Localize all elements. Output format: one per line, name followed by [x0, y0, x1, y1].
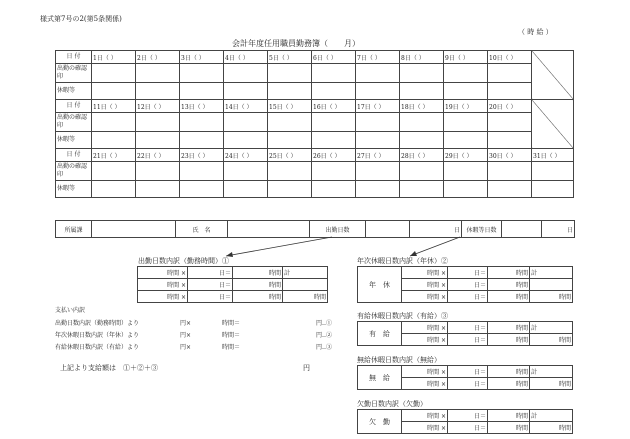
day-header: 11日（ ） [92, 100, 136, 113]
leave-section-table [357, 409, 573, 434]
leave-section-cell: 日＝ [448, 322, 488, 334]
leave-section-table [357, 266, 573, 303]
total-label: 上記より支給額は ①＋②＋③ [60, 364, 158, 372]
leave-section-cell: 計 [530, 267, 573, 279]
work-breakdown-cell: 日＝ [188, 267, 233, 279]
work-breakdown-cell: 日＝ [188, 279, 233, 291]
leave-label: 休暇等 [56, 132, 92, 149]
payment-row-hours: 時間＝ [222, 344, 241, 351]
leave-section-title: 年次休暇日数内訳（年休）② [357, 257, 448, 265]
payment-row-label: 出勤日数内訳（勤務時間）より [55, 320, 140, 327]
leave-section-cell: 時間 [488, 322, 530, 334]
day-header: 15日（ ） [268, 100, 312, 113]
work-breakdown-cell [283, 279, 328, 291]
day-header: 14日（ ） [224, 100, 268, 113]
payment-row-mark: 円‥③ [316, 344, 333, 351]
leave-section-cell: 日＝ [448, 267, 488, 279]
payment-row-label: 年次休暇日数内訳（年休）より [55, 332, 140, 339]
payment-title: 支払い内訳 [55, 307, 86, 314]
payment-row-label: 有給休暇日数内訳（有給）より [55, 344, 140, 351]
day-header: 13日（ ） [180, 100, 224, 113]
leave-label: 休暇等 [56, 181, 92, 198]
work-breakdown-title: 出勤日数内訳（勤務時間）① [138, 257, 229, 265]
leave-section-cell: 時間 [530, 422, 573, 434]
leave-section-cell: 時間 × [402, 291, 448, 303]
leave-section-cell: 時間 [488, 410, 530, 422]
leave-section-cell: 時間 × [402, 366, 448, 378]
work-breakdown-cell: 時間 × [138, 267, 188, 279]
leave-section-cell: 日＝ [448, 366, 488, 378]
leave-section-title: 無給休暇日数内訳（無給） [357, 356, 441, 364]
work-days-label: 出勤日数 [310, 221, 366, 238]
leave-section-cell: 時間 [488, 334, 530, 346]
leave-type-label: 年 休 [358, 267, 402, 303]
leave-section-cell: 時間 [530, 334, 573, 346]
confirm-label: 出勤の確認印 [56, 162, 92, 181]
payment-row-mark: 円‥① [316, 320, 333, 327]
leave-section-cell: 時間 [488, 366, 530, 378]
day-header: 28日（ ） [400, 149, 444, 162]
leave-days-unit: 日 [542, 221, 575, 238]
day-header: 20日（ ） [488, 100, 532, 113]
name-label: 氏 名 [176, 221, 228, 238]
work-breakdown-cell: 時間 × [138, 279, 188, 291]
day-header: 26日（ ） [312, 149, 356, 162]
leave-section-cell [530, 279, 573, 291]
day-header: 9日（ ） [444, 51, 488, 64]
arrow-to-work [226, 237, 332, 256]
leave-section-cell: 時間 × [402, 378, 448, 390]
day-header: 8日（ ） [400, 51, 444, 64]
work-breakdown-cell: 時間 [233, 267, 283, 279]
leave-section-cell: 日＝ [448, 410, 488, 422]
confirm-label: 出勤の確認印 [56, 113, 92, 132]
day-header: 16日（ ） [312, 100, 356, 113]
date-label: 日 付 [56, 100, 92, 113]
leave-section-title: 有給休暇日数内訳（有給）③ [357, 312, 448, 320]
day-header: 30日（ ） [488, 149, 532, 162]
day-header: 21日（ ） [92, 149, 136, 162]
leave-section-cell: 時間 [488, 267, 530, 279]
leave-section-cell: 時間 [530, 378, 573, 390]
day-header: 22日（ ） [136, 149, 180, 162]
day-header: 19日（ ） [444, 100, 488, 113]
day-header: 31日（ ） [532, 149, 574, 162]
leave-section-cell: 時間 × [402, 410, 448, 422]
pay-type: （ 時 給 ） [518, 28, 553, 36]
work-breakdown-cell: 日＝ [188, 291, 233, 303]
work-breakdown-table [137, 266, 328, 303]
leave-section-cell: 時間 [488, 422, 530, 434]
work-breakdown-cell: 時間 × [138, 291, 188, 303]
arrow-to-leave [410, 237, 460, 256]
confirm-label: 出勤の確認印 [56, 64, 92, 83]
leave-section-cell: 時間 [488, 279, 530, 291]
leave-section-cell: 時間 [488, 378, 530, 390]
leave-type-label: 無 給 [358, 366, 402, 390]
day-header: 3日（ ） [180, 51, 224, 64]
leave-section-cell: 時間 × [402, 422, 448, 434]
date-label: 日 付 [56, 51, 92, 64]
day-header: 17日（ ） [356, 100, 400, 113]
form-id: 様式第7号の2(第5条関係) [40, 15, 122, 23]
work-breakdown-cell: 時間 [233, 291, 283, 303]
work-breakdown-cell: 計 [283, 267, 328, 279]
leave-section-cell: 日＝ [448, 279, 488, 291]
total-unit: 円 [303, 364, 310, 372]
day-header: 29日（ ） [444, 149, 488, 162]
leave-section-cell: 時間 × [402, 322, 448, 334]
leave-days-label: 休暇等日数 [462, 221, 502, 238]
day-header: 12日（ ） [136, 100, 180, 113]
leave-section-title: 欠勤日数内訳（欠勤） [357, 400, 427, 408]
day-header: 6日（ ） [312, 51, 356, 64]
leave-type-label: 欠 勤 [358, 410, 402, 434]
work-days-unit: 日 [410, 221, 462, 238]
day-header: 1日（ ） [92, 51, 136, 64]
leave-section-table [357, 365, 573, 390]
leave-section-cell: 日＝ [448, 291, 488, 303]
leave-section-cell: 時間 [530, 291, 573, 303]
leave-section-cell: 計 [530, 322, 573, 334]
day-header: 4日（ ） [224, 51, 268, 64]
day-header: 10日（ ） [488, 51, 532, 64]
date-label: 日 付 [56, 149, 92, 162]
payment-row-yen: 円× [180, 344, 192, 351]
payment-row-hours: 時間＝ [222, 320, 241, 327]
page-title: 会計年度任用職員勤務簿（ 月） [232, 39, 360, 48]
day-header: 2日（ ） [136, 51, 180, 64]
leave-type-label: 有 給 [358, 322, 402, 346]
day-header: 24日（ ） [224, 149, 268, 162]
payment-row-hours: 時間＝ [222, 332, 241, 339]
leave-section-cell: 時間 × [402, 267, 448, 279]
work-breakdown-cell: 時間 [233, 279, 283, 291]
work-breakdown-cell: 時間 [283, 291, 328, 303]
payment-row-yen: 円× [180, 332, 192, 339]
payment-row-yen: 円× [180, 320, 192, 327]
day-header: 27日（ ） [356, 149, 400, 162]
leave-section-cell: 計 [530, 366, 573, 378]
leave-section-cell: 日＝ [448, 422, 488, 434]
day-header: 23日（ ） [180, 149, 224, 162]
leave-section-cell: 日＝ [448, 378, 488, 390]
leave-section-cell: 計 [530, 410, 573, 422]
leave-section-cell: 日＝ [448, 334, 488, 346]
affiliation-label: 所属課 [56, 221, 92, 238]
day-header: 7日（ ） [356, 51, 400, 64]
day-header: 25日（ ） [268, 149, 312, 162]
day-header: 18日（ ） [400, 100, 444, 113]
leave-section-cell: 時間 × [402, 334, 448, 346]
leave-label: 休暇等 [56, 83, 92, 100]
leave-section-cell: 時間 × [402, 279, 448, 291]
day-header: 5日（ ） [268, 51, 312, 64]
leave-section-table [357, 321, 573, 346]
payment-row-mark: 円‥② [316, 332, 333, 339]
leave-section-cell: 時間 [488, 291, 530, 303]
